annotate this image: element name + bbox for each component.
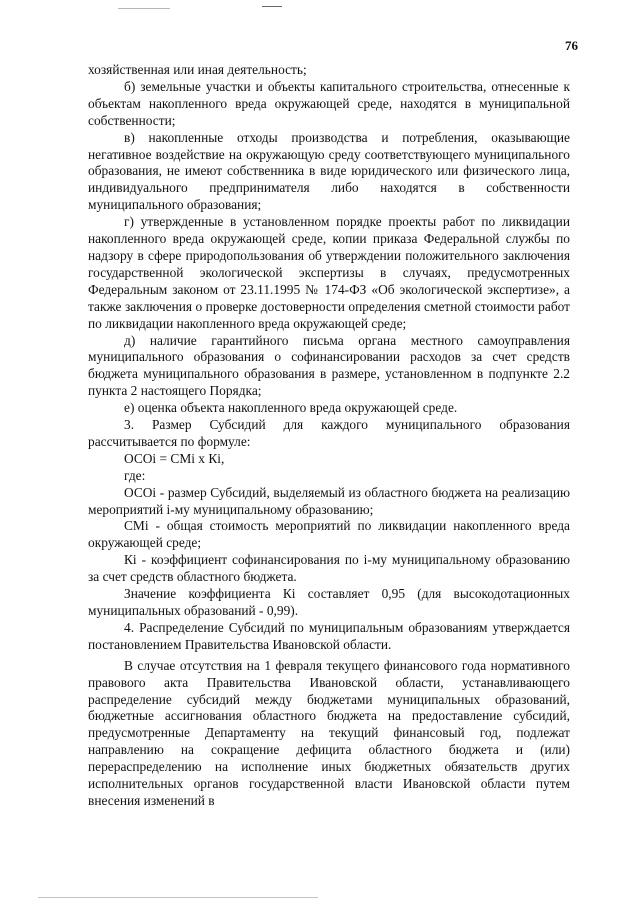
paragraph: в) накопленные отходы производства и потребления, оказывающие негативное воздействие на окружающую среду соответствующего муниципального образования, не имеют собственника в виде юридического или физического лица, индивидуального предпринимателя либо находятся в собственности муниципального образования; [88, 129, 570, 213]
paragraph: 3. Размер Субсидий для каждого муниципального образования рассчитывается по формуле: [88, 417, 570, 449]
paragraph: В случае отсутствия на 1 февраля текущего финансового года нормативного правового акта Правительства Ивановской области, устанавливающего распределение субсидий между бюджетами муниципальных образований, бюджетные ассигнования областного бюджета на предоставление субсидий, предусмотренные Департаменту на текущий финансовый год, подлежат направлению на сокращение дефицита областного бюджета и (или) перераспределению на исполнение иных бюджетных обязательств других исполнительных органов государственной власти Ивановской области путем внесения изменений в [88, 657, 570, 808]
document-body [88, 62, 570, 810]
paragraph: 4. Распределение Субсидий по муниципальным образованиям утверждается постановлением Правительства Ивановской области. [88, 619, 570, 652]
paragraph: е) оценка объекта накопленного вреда окружающей среде. [124, 400, 458, 416]
paragraph: ОСОi = СМi x Кi, [124, 450, 225, 466]
paragraph: где: [124, 467, 146, 483]
scan-artifact-bottom [38, 897, 318, 898]
paragraph: ОСОi - размер Субсидий, выделяемый из областного бюджета на реализацию мероприятий i-му муниципальному образованию; [88, 484, 570, 517]
paragraph: СМi - общая стоимость мероприятий по ликвидации накопленного вреда окружающей среде; [88, 518, 570, 551]
paragraph: Значение коэффициента Кi составляет 0,95 (для высокодотационных муниципальных образований - 0,99). [88, 586, 570, 618]
scan-artifact-top-center [262, 6, 282, 7]
paragraph: Кi - коэффициент софинансирования по i-му муниципальному образованию за счет средств областного бюджета. [88, 552, 570, 585]
scan-artifact-top-left [118, 8, 170, 9]
paragraph: хозяйственная или иная деятельность; [88, 62, 307, 77]
paragraph: б) земельные участки и объекты капитального строительства, отнесенные к объектам накопленного вреда окружающей среде, находятся в муниципальной собственности; [88, 78, 570, 128]
paragraph: г) утвержденные в установленном порядке проекты работ по ликвидации накопленного вреда окружающей среде, копии приказа Федеральной службы по надзору в сфере природопользования об утверждении положительного заключения государственной экологической экспертизы в случаях, предусмотренных Федеральным законом от 23.11.1995 № 174-ФЗ «Об экологической экспертизе», а также заключения о проверке достоверности определения сметной стоимости работ по ликвидации накопленного вреда окружающей среде; [88, 214, 570, 331]
page-number: 76 [565, 38, 578, 53]
paragraph: д) наличие гарантийного письма органа местного самоуправления муниципального образования о софинансировании расходов за счет средств бюджета муниципального образования в размере, установленном в подпункте 2.2 пункта 2 настоящего Порядка; [88, 332, 570, 399]
